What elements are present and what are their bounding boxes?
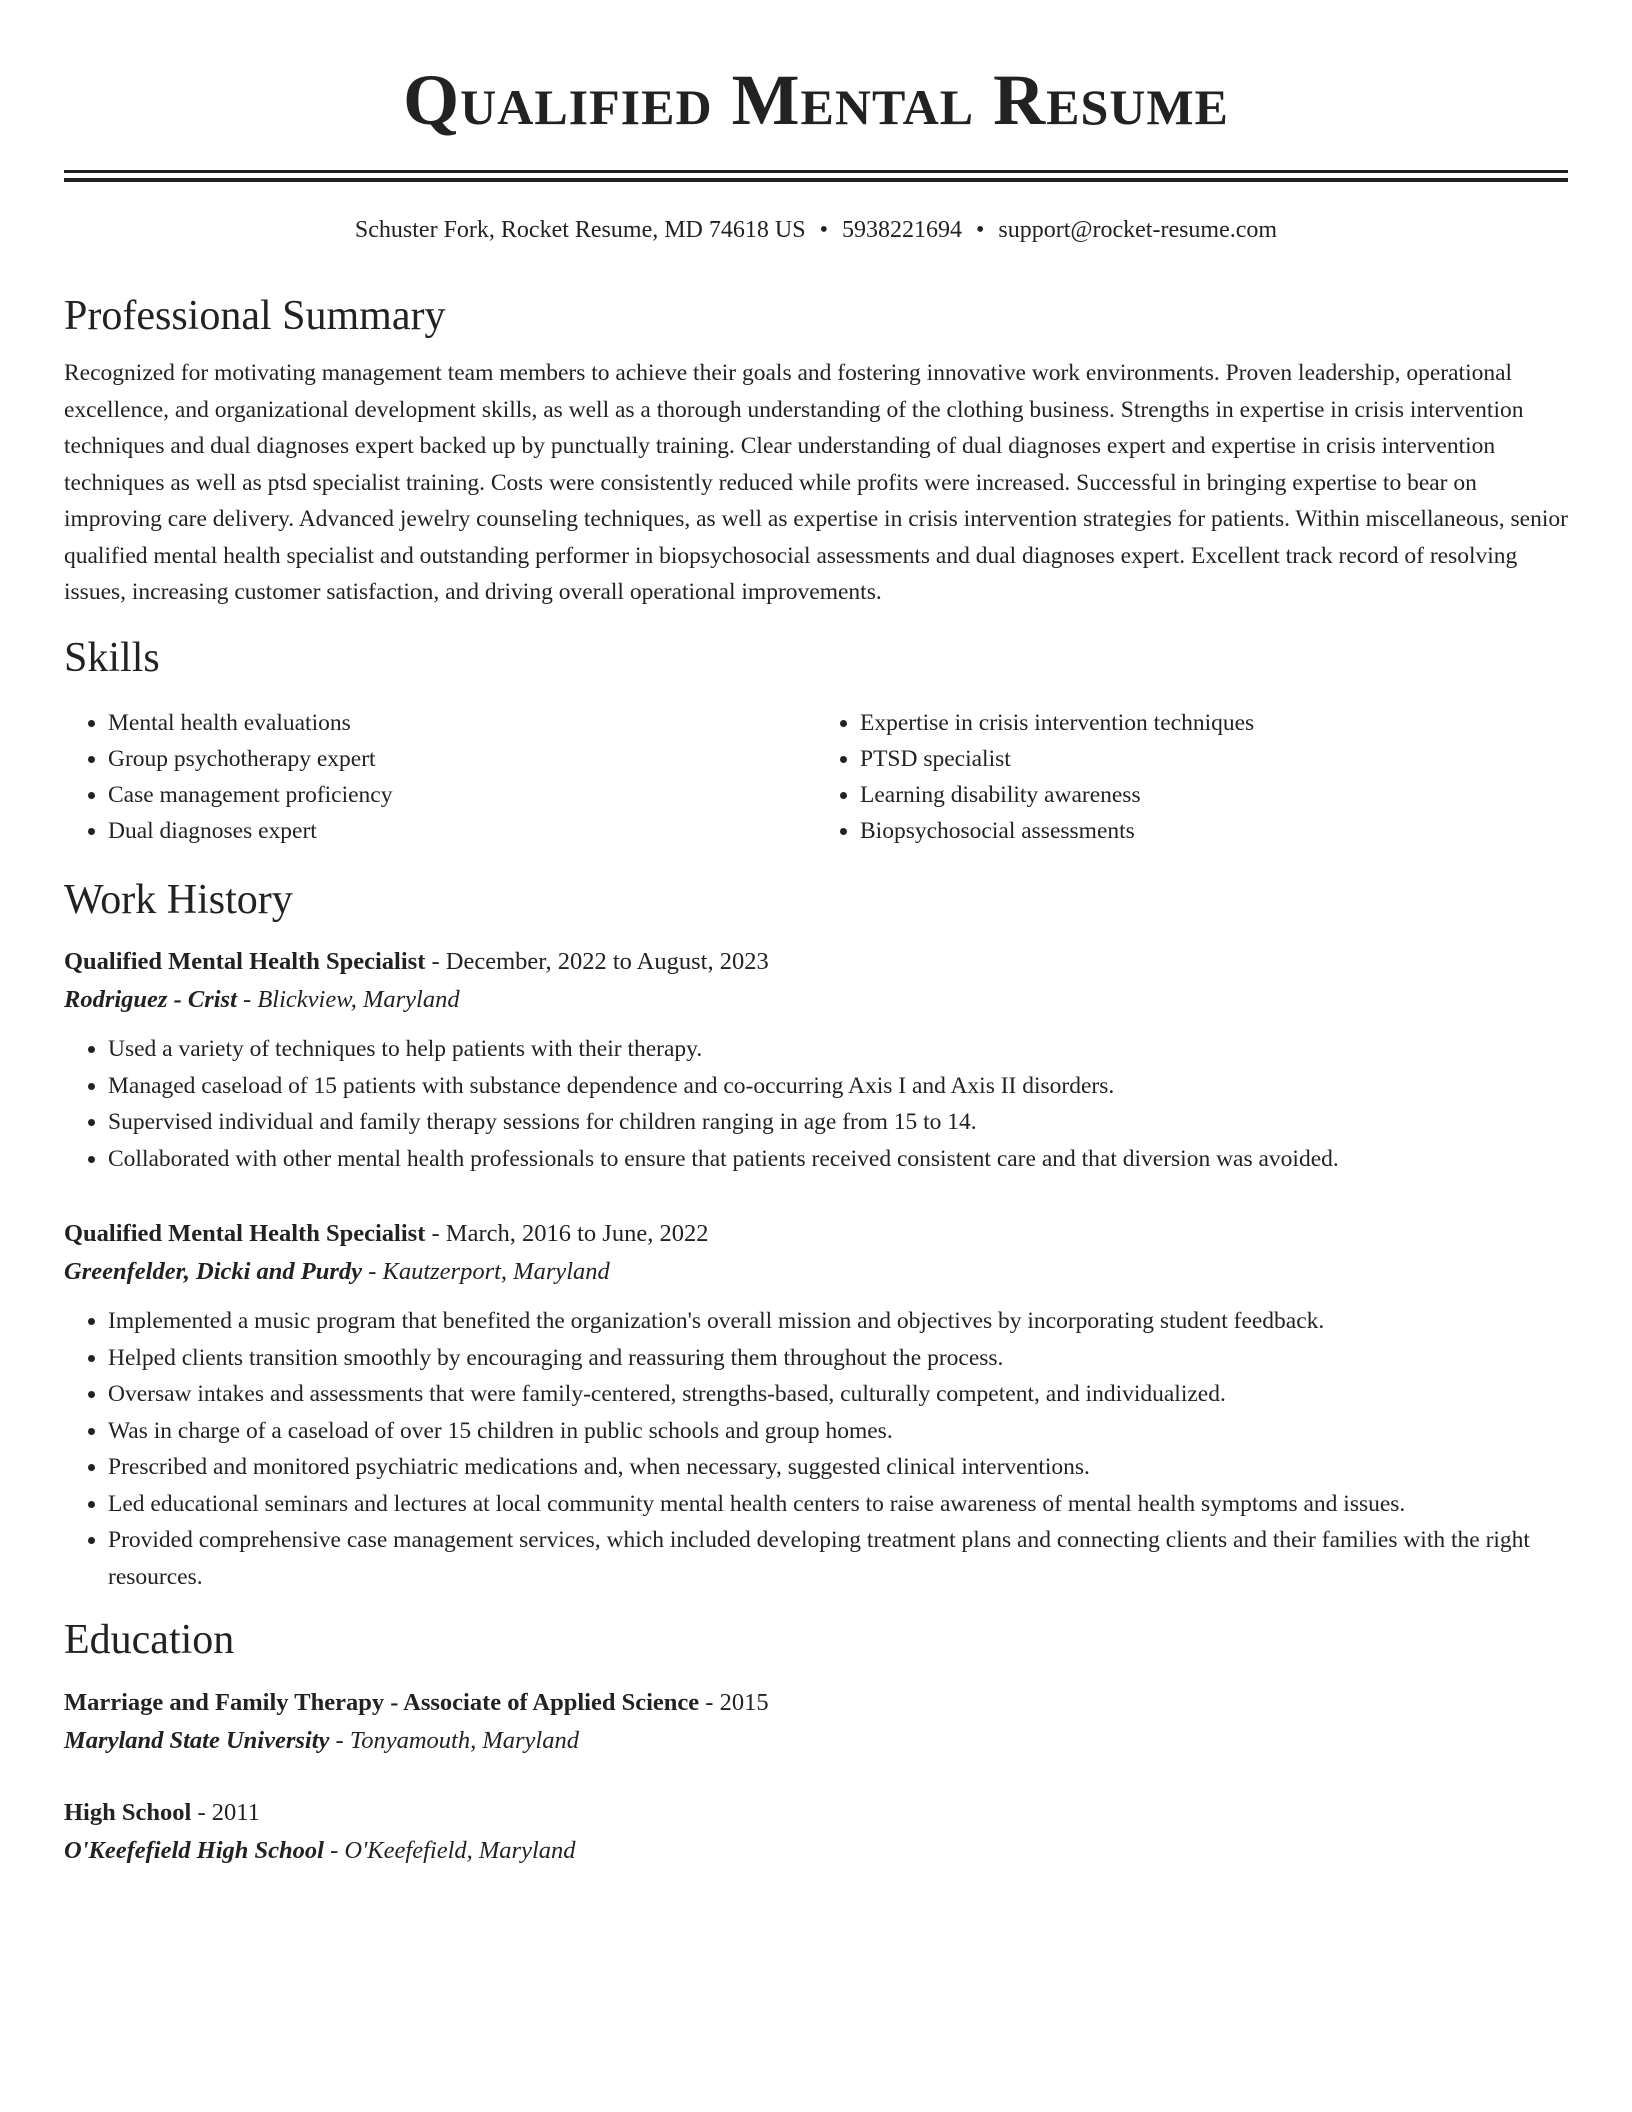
skills-heading: Skills <box>64 634 160 681</box>
title-divider-thick <box>64 178 1568 182</box>
skill-item: • Biopsychosocial assessments <box>860 813 1568 849</box>
job-duty: • Used a variety of techniques to help patients with their therapy. <box>108 1031 1568 1068</box>
education-degree-line: Marriage and Family Therapy - Associate of Applied Science - 2015 <box>64 1688 769 1716</box>
skills-list <box>64 705 1568 849</box>
job-duty: • Helped clients transition smoothly by encouraging and reassuring them throughout the process. <box>108 1340 1568 1377</box>
job-title: Qualified Mental Health Specialist <box>64 1220 426 1248</box>
education-location: O'Keefefield, Maryland <box>344 1836 576 1864</box>
education-heading: Education <box>64 1617 235 1664</box>
contact-separator: • <box>975 217 985 243</box>
job-location: Kautzerport, Maryland <box>382 1258 610 1286</box>
education-location: Tonyamouth, Maryland <box>349 1726 579 1754</box>
education-entry <box>64 1794 1568 1870</box>
job-duty: • Collaborated with other mental health professionals to ensure that patients received consistent care and that diversion was avoided. <box>108 1141 1568 1178</box>
job-duty: • Managed caseload of 15 patients with substance dependence and co-occurring Axis I and Axis II disorders. <box>108 1068 1568 1105</box>
job-duty: • Implemented a music program that benefited the organization's overall mission and objectives by incorporating student feedback. <box>108 1303 1568 1340</box>
skill-item: • Dual diagnoses expert <box>108 813 816 849</box>
job-entry <box>64 943 1568 1177</box>
title-divider-thin <box>64 170 1568 173</box>
job-duty: • Provided comprehensive case management services, which included developing treatment plans and connecting clients and their families with the right resources. <box>108 1522 1568 1595</box>
education-degree: Marriage and Family Therapy - Associate of Applied Science <box>64 1688 700 1716</box>
skill-item: • Mental health evaluations <box>108 705 816 741</box>
education-entry <box>64 1684 1568 1760</box>
skill-item: • Expertise in crisis intervention techniques <box>860 705 1568 741</box>
education-school-line: Maryland State University - Tonyamouth, Maryland <box>64 1726 579 1754</box>
summary-heading: Professional Summary <box>64 292 446 339</box>
education-school-line: O'Keefefield High School - O'Keefefield, Maryland <box>64 1836 576 1864</box>
education-degree: High School <box>64 1798 192 1826</box>
education-year: 2011 <box>211 1798 260 1826</box>
skill-item: • PTSD specialist <box>860 741 1568 777</box>
education-school: Maryland State University <box>64 1726 330 1754</box>
job-dates: December, 2022 to August, 2023 <box>445 948 769 976</box>
contact-email: support@rocket-resume.com <box>998 217 1278 243</box>
job-duties <box>64 1303 1568 1595</box>
resume-title: Qualified Mental Resume <box>403 60 1229 140</box>
education-school: O'Keefefield High School <box>64 1836 324 1864</box>
job-entry <box>64 1215 1568 1595</box>
job-location: Blickview, Maryland <box>257 986 460 1014</box>
skill-item: • Group psychotherapy expert <box>108 741 816 777</box>
job-title-line: Qualified Mental Health Specialist - March, 2016 to June, 2022 <box>64 1220 709 1248</box>
contact-phone: 5938221694 <box>841 217 962 243</box>
contact-line <box>64 216 1568 245</box>
summary-text: Recognized for motivating management team members to achieve their goals and fostering innovative work environments. Proven leadership, operational excellence, and organizational development skills, as well as a thorough understanding of the clothing business. Strengths in expertise in crisis intervention techniques and dual diagnoses expert backed up by punctually training. Clear understanding of dual diagnoses expert and expertise in crisis intervention techniques as well as ptsd specialist training. Costs were consistently reduced while profits were increased. Successful in bringing expertise to bear on improving care delivery. Advanced jewelry counseling techniques, as well as expertise in crisis intervention strategies for patients. Within miscellaneous, senior qualified mental health specialist and outstanding performer in biopsychosocial assessments and dual diagnoses expert. Excellent track record of resolving issues, increasing customer satisfaction, and driving overall operational improvements. <box>64 360 1568 606</box>
skills-column-right <box>816 705 1568 849</box>
job-company-line: Greenfelder, Dicki and Purdy - Kautzerport, Maryland <box>64 1258 610 1286</box>
work-history-heading: Work History <box>64 877 293 924</box>
job-duty: • Led educational seminars and lectures at local community mental health centers to raise awareness of mental health symptoms and issues. <box>108 1486 1568 1523</box>
job-dates: March, 2016 to June, 2022 <box>445 1220 709 1248</box>
job-company: Greenfelder, Dicki and Purdy <box>64 1258 363 1286</box>
contact-address: Schuster Fork, Rocket Resume, MD 74618 US <box>354 217 806 243</box>
job-duty: • Prescribed and monitored psychiatric medications and, when necessary, suggested clinical interventions. <box>108 1449 1568 1486</box>
contact-separator: • <box>819 217 828 243</box>
job-duty: • Was in charge of a caseload of over 15 children in public schools and group homes. <box>108 1413 1568 1450</box>
job-duties <box>64 1031 1568 1177</box>
job-title-line: Qualified Mental Health Specialist - December, 2022 to August, 2023 <box>64 948 769 976</box>
job-duty: • Supervised individual and family therapy sessions for children ranging in age from 15 to 14. <box>108 1104 1568 1141</box>
skill-item: • Learning disability awareness <box>860 777 1568 813</box>
job-company: Rodriguez - Crist <box>64 986 237 1014</box>
job-title: Qualified Mental Health Specialist <box>64 948 426 976</box>
skill-item: • Case management proficiency <box>108 777 816 813</box>
job-duty: • Oversaw intakes and assessments that were family-centered, strengths-based, culturally competent, and individualized. <box>108 1376 1568 1413</box>
skills-column-left <box>64 705 816 849</box>
job-company-line: Rodriguez - Crist - Blickview, Maryland <box>64 986 460 1014</box>
education-year: 2015 <box>719 1688 769 1716</box>
education-degree-line: High School - 2011 <box>64 1798 260 1826</box>
